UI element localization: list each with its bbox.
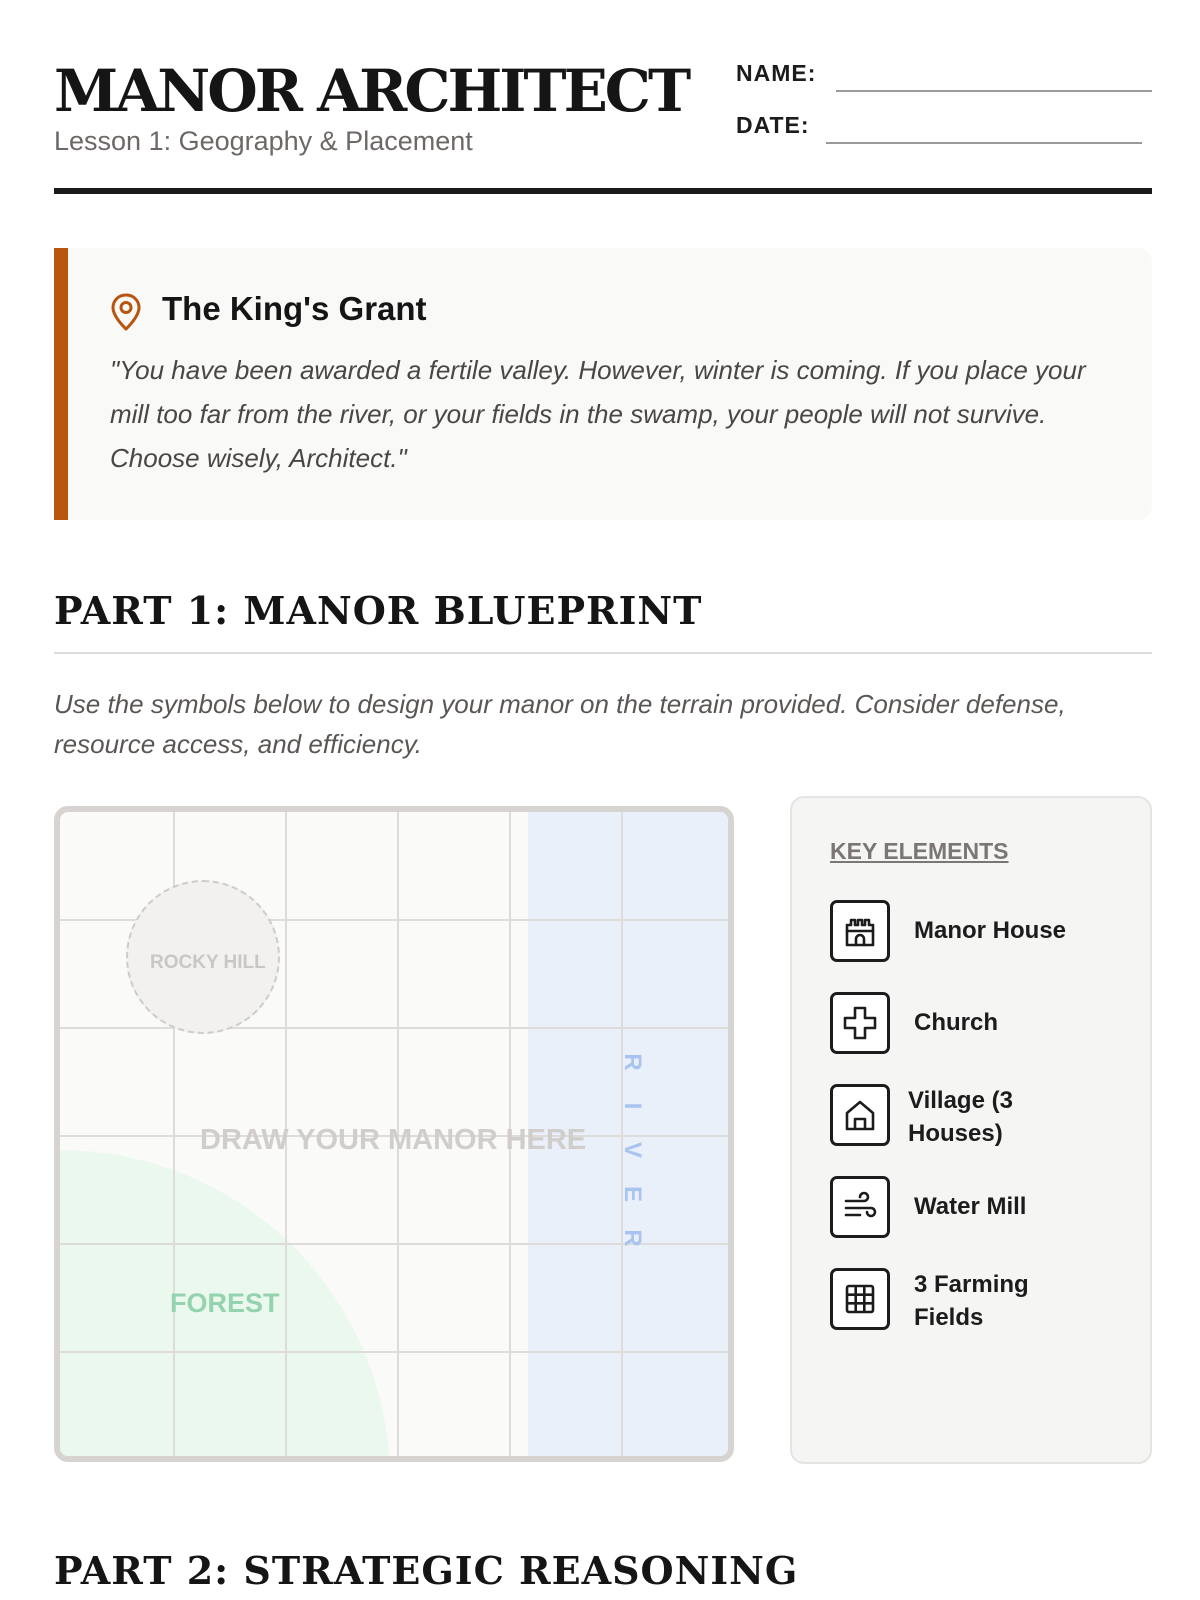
house-icon	[830, 1084, 890, 1146]
key-title: KEY ELEMENTS	[830, 838, 1009, 864]
callout-title: The King's Grant	[162, 290, 427, 327]
key-label: Village (3 Houses)	[908, 1087, 1013, 1147]
river-letter: I	[619, 1102, 646, 1110]
key-elements-panel	[790, 796, 1152, 1464]
river-label	[610, 1040, 646, 1260]
key-item-water-mill	[830, 1176, 1130, 1242]
river-letter: E	[619, 1185, 646, 1202]
rocky-hill-label: ROCKY HILL	[150, 952, 266, 973]
key-label: Church	[914, 1009, 998, 1036]
key-label: Water Mill	[914, 1193, 1027, 1220]
key-item-church	[830, 992, 1130, 1058]
grid-icon	[830, 1268, 890, 1330]
date-label: DATE:	[736, 112, 810, 138]
draw-here-label: DRAW YOUR MANOR HERE	[200, 1124, 587, 1156]
worksheet-title: MANOR ARCHITECT	[54, 57, 689, 125]
key-label: Manor House	[914, 917, 1067, 944]
river-letter: V	[619, 1141, 646, 1158]
worksheet-header	[54, 56, 1152, 194]
name-field[interactable]	[836, 90, 1152, 92]
lesson-subtitle: Lesson 1: Geography & Placement	[54, 126, 473, 156]
part1-title: PART 1: MANOR BLUEPRINT	[54, 588, 703, 633]
key-item-farming-fields	[830, 1268, 1130, 1334]
castle-icon	[830, 900, 890, 962]
river-letter: R	[619, 1053, 646, 1071]
river-letter: R	[619, 1229, 646, 1247]
wind-icon	[830, 1176, 890, 1238]
date-field[interactable]	[826, 142, 1142, 144]
part1-instructions: Use the symbols below to design your manor on the terrain provided. Consider defense, resource access, and efficiency.	[54, 689, 1066, 759]
header-divider	[54, 188, 1152, 194]
callout-accent-bar	[54, 248, 68, 520]
blueprint-canvas[interactable]	[54, 806, 734, 1462]
forest-label: FOREST	[170, 1288, 280, 1318]
callout-quote: "You have been awarded a fertile valley. However, winter is coming. If you place your mill too far from the river, or your fields in the swamp, your people will not survive. Choose wisely, Architect."	[110, 355, 1086, 473]
map-pin-icon	[110, 292, 142, 332]
key-item-village	[830, 1084, 1130, 1150]
name-label: NAME:	[736, 60, 817, 86]
key-item-manor-house	[830, 900, 1130, 966]
part2-title: PART 2: STRATEGIC REASONING	[54, 1548, 799, 1593]
part1-divider	[54, 652, 1152, 654]
key-label: 3 Farming Fields	[914, 1271, 1029, 1331]
cross-icon	[830, 992, 890, 1054]
kings-grant-callout	[54, 248, 1152, 520]
